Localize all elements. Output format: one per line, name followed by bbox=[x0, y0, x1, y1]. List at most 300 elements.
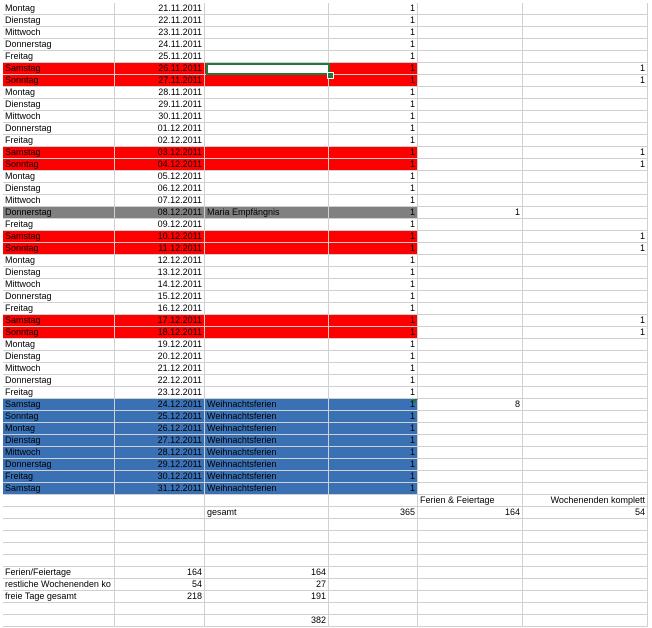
table-cell[interactable] bbox=[205, 99, 329, 111]
table-cell[interactable]: 1 bbox=[329, 195, 418, 207]
table-cell[interactable]: 1 bbox=[523, 243, 648, 255]
table-cell[interactable] bbox=[418, 471, 523, 483]
table-cell[interactable] bbox=[523, 519, 648, 531]
table-cell[interactable]: Donnerstag bbox=[3, 207, 115, 219]
table-cell[interactable] bbox=[418, 543, 523, 555]
table-cell[interactable]: 1 bbox=[329, 459, 418, 471]
table-cell[interactable] bbox=[205, 267, 329, 279]
table-cell[interactable]: Mittwoch bbox=[3, 279, 115, 291]
table-cell[interactable]: Mittwoch bbox=[3, 363, 115, 375]
table-cell[interactable]: 1 bbox=[523, 147, 648, 159]
table-cell[interactable]: 1 bbox=[329, 303, 418, 315]
table-cell[interactable]: Donnerstag bbox=[3, 39, 115, 51]
table-cell[interactable] bbox=[205, 303, 329, 315]
table-cell[interactable]: Dienstag bbox=[3, 15, 115, 27]
table-cell[interactable]: Mittwoch bbox=[3, 27, 115, 39]
table-cell[interactable]: 13.12.2011 bbox=[115, 267, 205, 279]
table-cell[interactable] bbox=[418, 15, 523, 27]
table-cell[interactable]: Donnerstag bbox=[3, 375, 115, 387]
table-cell[interactable]: 31.12.2011 bbox=[115, 483, 205, 495]
table-cell[interactable] bbox=[205, 531, 329, 543]
table-cell[interactable] bbox=[3, 603, 115, 615]
table-cell[interactable]: Dienstag bbox=[3, 183, 115, 195]
table-cell[interactable]: restliche Wochenenden ko bbox=[3, 579, 115, 591]
table-cell[interactable]: 1 bbox=[329, 411, 418, 423]
table-cell[interactable]: 365 bbox=[329, 507, 418, 519]
table-cell[interactable] bbox=[205, 63, 329, 75]
table-cell[interactable]: Weihnachtsferien bbox=[205, 471, 329, 483]
table-cell[interactable] bbox=[418, 159, 523, 171]
table-cell[interactable] bbox=[329, 591, 418, 603]
table-cell[interactable] bbox=[523, 447, 648, 459]
table-cell[interactable] bbox=[523, 483, 648, 495]
table-cell[interactable] bbox=[523, 459, 648, 471]
table-cell[interactable]: 07.12.2011 bbox=[115, 195, 205, 207]
table-cell[interactable]: Montag bbox=[3, 3, 115, 15]
table-cell[interactable] bbox=[205, 147, 329, 159]
table-cell[interactable]: 1 bbox=[329, 339, 418, 351]
table-cell[interactable]: 03.12.2011 bbox=[115, 147, 205, 159]
table-cell[interactable]: 1 bbox=[329, 255, 418, 267]
table-cell[interactable] bbox=[418, 63, 523, 75]
table-cell[interactable]: 27.11.2011 bbox=[115, 75, 205, 87]
table-cell[interactable]: 21.12.2011 bbox=[115, 363, 205, 375]
table-cell[interactable]: Weihnachtsferien bbox=[205, 483, 329, 495]
table-cell[interactable]: Freitag bbox=[3, 51, 115, 63]
table-cell[interactable]: 1 bbox=[329, 483, 418, 495]
table-cell[interactable]: Samstag bbox=[3, 483, 115, 495]
table-cell[interactable]: 08.12.2011 bbox=[115, 207, 205, 219]
table-cell[interactable]: 27 bbox=[205, 579, 329, 591]
table-cell[interactable] bbox=[205, 339, 329, 351]
table-cell[interactable] bbox=[115, 603, 205, 615]
table-cell[interactable]: 1 bbox=[329, 111, 418, 123]
table-cell[interactable]: 25.11.2011 bbox=[115, 51, 205, 63]
table-cell[interactable]: 1 bbox=[329, 291, 418, 303]
table-cell[interactable]: 26.11.2011 bbox=[115, 63, 205, 75]
table-cell[interactable] bbox=[523, 39, 648, 51]
table-cell[interactable]: 1 bbox=[329, 51, 418, 63]
table-cell[interactable] bbox=[205, 387, 329, 399]
table-cell[interactable]: 10.12.2011 bbox=[115, 231, 205, 243]
table-cell[interactable]: 20.12.2011 bbox=[115, 351, 205, 363]
table-cell[interactable] bbox=[523, 135, 648, 147]
table-cell[interactable]: 05.12.2011 bbox=[115, 171, 205, 183]
table-cell[interactable] bbox=[205, 279, 329, 291]
table-cell[interactable]: 1 bbox=[329, 363, 418, 375]
table-cell[interactable] bbox=[115, 507, 205, 519]
table-cell[interactable]: 1 bbox=[329, 75, 418, 87]
table-cell[interactable]: 06.12.2011 bbox=[115, 183, 205, 195]
table-cell[interactable] bbox=[329, 555, 418, 567]
table-cell[interactable] bbox=[115, 555, 205, 567]
table-cell[interactable] bbox=[205, 123, 329, 135]
table-cell[interactable]: Samstag bbox=[3, 231, 115, 243]
table-cell[interactable] bbox=[418, 147, 523, 159]
table-cell[interactable]: 1 bbox=[329, 27, 418, 39]
table-cell[interactable] bbox=[205, 51, 329, 63]
table-cell[interactable] bbox=[418, 231, 523, 243]
table-cell[interactable]: 1 bbox=[329, 123, 418, 135]
table-cell[interactable] bbox=[205, 255, 329, 267]
table-cell[interactable]: Weihnachtsferien bbox=[205, 459, 329, 471]
table-cell[interactable]: Montag bbox=[3, 87, 115, 99]
table-cell[interactable] bbox=[418, 87, 523, 99]
table-cell[interactable] bbox=[329, 615, 418, 627]
table-cell[interactable]: 1 bbox=[418, 207, 523, 219]
table-cell[interactable] bbox=[418, 435, 523, 447]
table-cell[interactable]: Weihnachtsferien bbox=[205, 435, 329, 447]
table-cell[interactable]: 1 bbox=[523, 63, 648, 75]
table-cell[interactable] bbox=[205, 555, 329, 567]
table-cell[interactable]: 29.11.2011 bbox=[115, 99, 205, 111]
table-cell[interactable] bbox=[115, 519, 205, 531]
table-cell[interactable]: Maria Empfängnis bbox=[205, 207, 329, 219]
table-cell[interactable]: 8 bbox=[418, 399, 523, 411]
table-cell[interactable] bbox=[329, 519, 418, 531]
table-cell[interactable]: 218 bbox=[115, 591, 205, 603]
table-cell[interactable] bbox=[418, 423, 523, 435]
table-cell[interactable] bbox=[418, 603, 523, 615]
table-cell[interactable]: Weihnachtsferien bbox=[205, 447, 329, 459]
table-cell[interactable] bbox=[205, 183, 329, 195]
table-cell[interactable] bbox=[115, 495, 205, 507]
table-cell[interactable] bbox=[523, 591, 648, 603]
table-cell[interactable]: 164 bbox=[418, 507, 523, 519]
table-cell[interactable] bbox=[523, 111, 648, 123]
table-cell[interactable] bbox=[205, 75, 329, 87]
table-cell[interactable]: 11.12.2011 bbox=[115, 243, 205, 255]
table-cell[interactable] bbox=[523, 375, 648, 387]
table-cell[interactable]: 27.12.2011 bbox=[115, 435, 205, 447]
table-cell[interactable]: 1 bbox=[329, 39, 418, 51]
table-cell[interactable]: 24.12.2011 bbox=[115, 399, 205, 411]
table-cell[interactable] bbox=[418, 327, 523, 339]
table-cell[interactable] bbox=[3, 507, 115, 519]
table-cell[interactable]: 01.12.2011 bbox=[115, 123, 205, 135]
table-cell[interactable] bbox=[523, 15, 648, 27]
table-cell[interactable]: 04.12.2011 bbox=[115, 159, 205, 171]
table-cell[interactable] bbox=[523, 195, 648, 207]
table-cell[interactable] bbox=[418, 51, 523, 63]
table-cell[interactable]: 30.12.2011 bbox=[115, 471, 205, 483]
table-cell[interactable] bbox=[523, 351, 648, 363]
table-cell[interactable]: 1 bbox=[329, 267, 418, 279]
table-cell[interactable] bbox=[205, 219, 329, 231]
table-cell[interactable] bbox=[418, 315, 523, 327]
table-cell[interactable] bbox=[523, 267, 648, 279]
table-cell[interactable] bbox=[418, 351, 523, 363]
table-cell[interactable] bbox=[205, 291, 329, 303]
table-cell[interactable] bbox=[418, 267, 523, 279]
table-cell[interactable] bbox=[115, 543, 205, 555]
table-cell[interactable] bbox=[115, 531, 205, 543]
table-cell[interactable]: freie Tage gesamt bbox=[3, 591, 115, 603]
table-cell[interactable]: 26.12.2011 bbox=[115, 423, 205, 435]
table-cell[interactable]: 09.12.2011 bbox=[115, 219, 205, 231]
table-cell[interactable]: 1 bbox=[329, 279, 418, 291]
table-cell[interactable]: 1 bbox=[329, 351, 418, 363]
table-cell[interactable] bbox=[329, 543, 418, 555]
table-cell[interactable] bbox=[418, 567, 523, 579]
table-cell[interactable] bbox=[205, 375, 329, 387]
table-cell[interactable] bbox=[418, 27, 523, 39]
table-cell[interactable] bbox=[523, 579, 648, 591]
table-cell[interactable]: 1 bbox=[523, 231, 648, 243]
table-cell[interactable] bbox=[418, 519, 523, 531]
table-cell[interactable] bbox=[418, 291, 523, 303]
table-cell[interactable]: Wochenenden komplett bbox=[523, 495, 648, 507]
table-cell[interactable]: 30.11.2011 bbox=[115, 111, 205, 123]
table-cell[interactable]: Mittwoch bbox=[3, 195, 115, 207]
table-cell[interactable] bbox=[523, 411, 648, 423]
table-cell[interactable] bbox=[523, 339, 648, 351]
table-cell[interactable]: Sonntag bbox=[3, 75, 115, 87]
table-cell[interactable]: 16.12.2011 bbox=[115, 303, 205, 315]
table-cell[interactable]: 164 bbox=[115, 567, 205, 579]
table-cell[interactable] bbox=[523, 51, 648, 63]
table-cell[interactable] bbox=[523, 615, 648, 627]
table-cell[interactable] bbox=[523, 87, 648, 99]
table-cell[interactable] bbox=[523, 543, 648, 555]
table-cell[interactable] bbox=[523, 207, 648, 219]
table-cell[interactable] bbox=[418, 387, 523, 399]
table-cell[interactable]: 28.12.2011 bbox=[115, 447, 205, 459]
table-cell[interactable] bbox=[418, 411, 523, 423]
table-cell[interactable] bbox=[205, 111, 329, 123]
table-cell[interactable] bbox=[418, 99, 523, 111]
table-cell[interactable]: 191 bbox=[205, 591, 329, 603]
table-cell[interactable]: Samstag bbox=[3, 315, 115, 327]
table-cell[interactable] bbox=[205, 603, 329, 615]
table-cell[interactable]: 1 bbox=[329, 15, 418, 27]
table-cell[interactable]: 382 bbox=[205, 615, 329, 627]
table-cell[interactable] bbox=[418, 483, 523, 495]
table-cell[interactable] bbox=[329, 567, 418, 579]
table-cell[interactable] bbox=[418, 591, 523, 603]
table-cell[interactable]: 1 bbox=[329, 423, 418, 435]
table-cell[interactable]: Mittwoch bbox=[3, 447, 115, 459]
table-cell[interactable] bbox=[3, 615, 115, 627]
table-cell[interactable]: 1 bbox=[329, 219, 418, 231]
table-cell[interactable] bbox=[205, 135, 329, 147]
table-cell[interactable]: 1 bbox=[329, 99, 418, 111]
table-cell[interactable]: Donnerstag bbox=[3, 459, 115, 471]
table-cell[interactable]: Ferien & Feiertage bbox=[418, 495, 523, 507]
table-cell[interactable] bbox=[418, 171, 523, 183]
table-cell[interactable]: Montag bbox=[3, 423, 115, 435]
table-cell[interactable]: Weihnachtsferien bbox=[205, 423, 329, 435]
table-cell[interactable] bbox=[418, 459, 523, 471]
table-cell[interactable] bbox=[418, 123, 523, 135]
table-cell[interactable] bbox=[523, 435, 648, 447]
table-cell[interactable] bbox=[3, 531, 115, 543]
table-cell[interactable]: Montag bbox=[3, 255, 115, 267]
table-cell[interactable] bbox=[418, 183, 523, 195]
table-cell[interactable] bbox=[205, 231, 329, 243]
table-cell[interactable]: 18.12.2011 bbox=[115, 327, 205, 339]
table-cell[interactable] bbox=[418, 111, 523, 123]
table-cell[interactable]: 1 bbox=[329, 447, 418, 459]
table-cell[interactable]: Sonntag bbox=[3, 243, 115, 255]
table-cell[interactable] bbox=[418, 219, 523, 231]
table-cell[interactable]: Freitag bbox=[3, 219, 115, 231]
table-cell[interactable] bbox=[205, 171, 329, 183]
table-cell[interactable] bbox=[418, 447, 523, 459]
table-cell[interactable]: Freitag bbox=[3, 471, 115, 483]
table-cell[interactable]: Freitag bbox=[3, 303, 115, 315]
table-cell[interactable]: 1 bbox=[329, 207, 418, 219]
table-cell[interactable] bbox=[418, 615, 523, 627]
table-cell[interactable]: 1 bbox=[523, 327, 648, 339]
table-cell[interactable]: 1 bbox=[329, 327, 418, 339]
table-cell[interactable] bbox=[418, 579, 523, 591]
table-cell[interactable] bbox=[523, 387, 648, 399]
table-cell[interactable]: Dienstag bbox=[3, 99, 115, 111]
table-cell[interactable] bbox=[523, 99, 648, 111]
table-cell[interactable]: 1 bbox=[329, 87, 418, 99]
table-cell[interactable] bbox=[523, 183, 648, 195]
table-cell[interactable] bbox=[523, 471, 648, 483]
table-cell[interactable] bbox=[3, 495, 115, 507]
table-cell[interactable] bbox=[205, 243, 329, 255]
table-cell[interactable]: 1 bbox=[329, 387, 418, 399]
table-cell[interactable] bbox=[205, 39, 329, 51]
table-cell[interactable]: Freitag bbox=[3, 135, 115, 147]
table-cell[interactable] bbox=[418, 303, 523, 315]
table-cell[interactable]: 19.12.2011 bbox=[115, 339, 205, 351]
table-cell[interactable]: Ferien/Feiertage bbox=[3, 567, 115, 579]
table-cell[interactable] bbox=[329, 495, 418, 507]
table-cell[interactable]: 24.11.2011 bbox=[115, 39, 205, 51]
table-cell[interactable]: 1 bbox=[329, 3, 418, 15]
table-cell[interactable] bbox=[329, 579, 418, 591]
table-cell[interactable] bbox=[3, 543, 115, 555]
table-cell[interactable] bbox=[418, 555, 523, 567]
table-cell[interactable]: Weihnachtsferien bbox=[205, 399, 329, 411]
table-cell[interactable]: Samstag bbox=[3, 63, 115, 75]
table-cell[interactable]: 21.11.2011 bbox=[115, 3, 205, 15]
table-cell[interactable] bbox=[3, 555, 115, 567]
table-cell[interactable] bbox=[418, 195, 523, 207]
table-cell[interactable]: 1 bbox=[329, 315, 418, 327]
table-cell[interactable]: Samstag bbox=[3, 147, 115, 159]
table-cell[interactable] bbox=[418, 255, 523, 267]
table-cell[interactable] bbox=[523, 123, 648, 135]
table-cell[interactable] bbox=[418, 243, 523, 255]
table-cell[interactable] bbox=[205, 15, 329, 27]
table-cell[interactable]: 28.11.2011 bbox=[115, 87, 205, 99]
table-cell[interactable]: 1 bbox=[329, 147, 418, 159]
table-cell[interactable]: 1 bbox=[523, 315, 648, 327]
table-cell[interactable] bbox=[418, 531, 523, 543]
table-cell[interactable]: Dienstag bbox=[3, 267, 115, 279]
table-cell[interactable]: 17.12.2011 bbox=[115, 315, 205, 327]
table-cell[interactable]: Dienstag bbox=[3, 351, 115, 363]
table-cell[interactable]: 1 bbox=[329, 471, 418, 483]
table-cell[interactable] bbox=[3, 519, 115, 531]
table-cell[interactable] bbox=[205, 363, 329, 375]
table-cell[interactable] bbox=[523, 423, 648, 435]
table-cell[interactable] bbox=[205, 327, 329, 339]
table-cell[interactable]: 1 bbox=[329, 435, 418, 447]
table-cell[interactable] bbox=[329, 603, 418, 615]
table-cell[interactable]: Sonntag bbox=[3, 327, 115, 339]
table-cell[interactable] bbox=[523, 291, 648, 303]
table-cell[interactable] bbox=[418, 375, 523, 387]
table-cell[interactable] bbox=[523, 303, 648, 315]
table-cell[interactable]: Montag bbox=[3, 339, 115, 351]
table-cell[interactable]: 1 bbox=[329, 135, 418, 147]
table-cell[interactable]: 23.12.2011 bbox=[115, 387, 205, 399]
table-cell[interactable]: 1 bbox=[329, 399, 418, 411]
table-cell[interactable]: 1 bbox=[329, 231, 418, 243]
table-cell[interactable] bbox=[418, 135, 523, 147]
table-cell[interactable]: 25.12.2011 bbox=[115, 411, 205, 423]
table-cell[interactable] bbox=[205, 3, 329, 15]
table-cell[interactable]: 1 bbox=[329, 159, 418, 171]
table-cell[interactable] bbox=[205, 195, 329, 207]
table-cell[interactable]: Sonntag bbox=[3, 159, 115, 171]
table-cell[interactable] bbox=[523, 171, 648, 183]
table-cell[interactable] bbox=[205, 495, 329, 507]
table-cell[interactable] bbox=[205, 315, 329, 327]
table-cell[interactable]: 22.12.2011 bbox=[115, 375, 205, 387]
table-cell[interactable]: Sonntag bbox=[3, 411, 115, 423]
table-cell[interactable]: Donnerstag bbox=[3, 291, 115, 303]
table-cell[interactable]: 02.12.2011 bbox=[115, 135, 205, 147]
table-cell[interactable] bbox=[523, 555, 648, 567]
table-cell[interactable] bbox=[115, 615, 205, 627]
table-cell[interactable] bbox=[205, 87, 329, 99]
table-cell[interactable]: Mittwoch bbox=[3, 111, 115, 123]
table-cell[interactable] bbox=[418, 279, 523, 291]
table-cell[interactable]: 1 bbox=[329, 171, 418, 183]
table-cell[interactable] bbox=[523, 279, 648, 291]
table-cell[interactable]: Samstag bbox=[3, 399, 115, 411]
table-cell[interactable]: Dienstag bbox=[3, 435, 115, 447]
table-cell[interactable] bbox=[523, 399, 648, 411]
table-cell[interactable]: 22.11.2011 bbox=[115, 15, 205, 27]
table-cell[interactable] bbox=[523, 3, 648, 15]
table-cell[interactable]: gesamt bbox=[205, 507, 329, 519]
table-cell[interactable] bbox=[418, 339, 523, 351]
table-cell[interactable] bbox=[418, 39, 523, 51]
table-cell[interactable]: 1 bbox=[329, 63, 418, 75]
table-cell[interactable]: 54 bbox=[115, 579, 205, 591]
table-cell[interactable] bbox=[523, 255, 648, 267]
table-cell[interactable]: Freitag bbox=[3, 387, 115, 399]
table-cell[interactable]: Donnerstag bbox=[3, 123, 115, 135]
table-cell[interactable]: 164 bbox=[205, 567, 329, 579]
table-cell[interactable]: 1 bbox=[329, 243, 418, 255]
table-cell[interactable]: 15.12.2011 bbox=[115, 291, 205, 303]
table-cell[interactable]: 1 bbox=[523, 159, 648, 171]
table-cell[interactable]: Montag bbox=[3, 171, 115, 183]
table-cell[interactable] bbox=[205, 351, 329, 363]
table-cell[interactable] bbox=[523, 603, 648, 615]
table-cell[interactable] bbox=[205, 543, 329, 555]
table-cell[interactable] bbox=[418, 363, 523, 375]
table-cell[interactable]: 12.12.2011 bbox=[115, 255, 205, 267]
table-cell[interactable]: Weihnachtsferien bbox=[205, 411, 329, 423]
table-cell[interactable] bbox=[523, 567, 648, 579]
table-cell[interactable]: 1 bbox=[329, 183, 418, 195]
table-cell[interactable] bbox=[418, 3, 523, 15]
table-cell[interactable]: 23.11.2011 bbox=[115, 27, 205, 39]
table-cell[interactable] bbox=[523, 363, 648, 375]
table-cell[interactable]: 1 bbox=[329, 375, 418, 387]
